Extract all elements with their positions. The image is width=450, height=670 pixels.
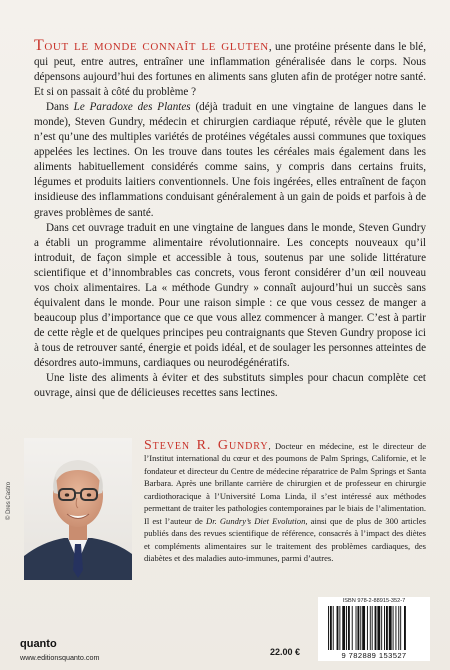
blurb-paragraph-2	[34, 100, 426, 220]
blurb-paragraph-1-text: , une protéine présente dans le blé, qui peut, entre autres, entraîner une inflammation généralisée dans le corps. Nous dépensons aujourd’hui des fortunes en aliments sans gluten afin de protéger notre santé. Et si on passait à côté du problème ?	[34, 41, 426, 99]
book-blurb	[34, 38, 426, 401]
blurb-paragraph-2-intro: Dans	[46, 101, 74, 114]
blurb-paragraph-3: Dans cet ouvrage traduit en une vingtaine de langues dans le monde, Steven Gundry a établi un programme alimentaire révolutionnaire. Les concepts nouveaux qu’il introduit, de façon simple et accessible à tous, soutenus par une solide littérature scientifique et d’innombrables cas concrets, vous feront considérer d’un œil nouveau vos choix alimentaires. La « méthode Gundry » connaît aujourd’hui un succès sans équivalent dans le monde. Pour une raison simple : ce que vous cessez de manger a beaucoup plus d’importance que ce que vous allez commencer à manger. C’est à partir de cette règle et de quelques principes peu contraignants que Steven Gundry propose ici à tous de retrouver santé, énergie et poids idéal, et de soulager les personnes atteintes de désordres auto-immuns, cardiaques ou neurodégénératifs.	[34, 221, 426, 369]
ean-digits: 9 782889 153527	[341, 651, 407, 660]
author-photo	[24, 438, 132, 580]
isbn-label: ISBN 978-2-88915-352-7	[342, 598, 406, 604]
blurb-paragraph-2-text: (déjà traduit en une vingtaine de langues dans le monde), Steven Gundry, médecin et chirurgien cardiaque réputé, révèle que le gluten n’est qu’une des multiples variétés de protéines végétales aussi communes que toxiques appelées les lectines. On les trouve dans toutes les céréales mais également dans les aliments habituellement considérés comme sains, y compris dans certains fruits, légumes et produits laitiers conventionnels. Une fois ingérées, elles entraînent de façon insidieuse des inflammations conduisant généralement à un gain de poids et parfois à de graves problèmes de santé.	[34, 101, 427, 219]
publisher-logo: quanto	[20, 638, 57, 650]
author-name: Steven R. Gundry	[144, 438, 269, 453]
photo-credit: © Dres Castro	[6, 481, 12, 520]
blurb-paragraph-1	[34, 38, 426, 100]
barcode-panel	[318, 597, 430, 661]
author-bio-text-2: , ainsi que de plus de 300 articles publiés dans des revues scientifique de référence, consacrés à l’impact des diètes et compléments alimentaires sur le traitement des problèmes cardiaques, des diabètes et des maladies auto-immunes, parmi d’autres.	[144, 515, 426, 564]
author-bio	[144, 440, 426, 565]
price-label: 22.00 €	[270, 647, 301, 657]
blurb-paragraph-4: Une liste des aliments à éviter et des substituts simples pour chacun complète cet ouvrage, ainsi que de délicieuses recettes sans lectines.	[34, 372, 426, 400]
blurb-lead: Tout le monde connaît le gluten	[34, 37, 269, 54]
book-title-reference: Le Paradoxe des Plantes	[73, 101, 191, 114]
publisher-website: www.editionsquanto.com	[20, 653, 100, 662]
author-bio-text-1: , Docteur en médecine, est le directeur de l’Institut international du cœur et des poumons de Palm Springs, Californie, et le fondateur et directeur du Centre de médecine réparatrice de Palm Springs et Santa Barbara. Après une brillante carrière de chirurgien et de professeur en chirurgie cardiothoracique à l’Université Loma Linda, il s’est intéressé aux méthodes permettant de traiter les pathologies contemporaines par le biais de l’alimentation. Il est l’auteur de	[144, 441, 426, 526]
author-book-title: Dr. Gundry’s Diet Evolution	[206, 515, 306, 526]
